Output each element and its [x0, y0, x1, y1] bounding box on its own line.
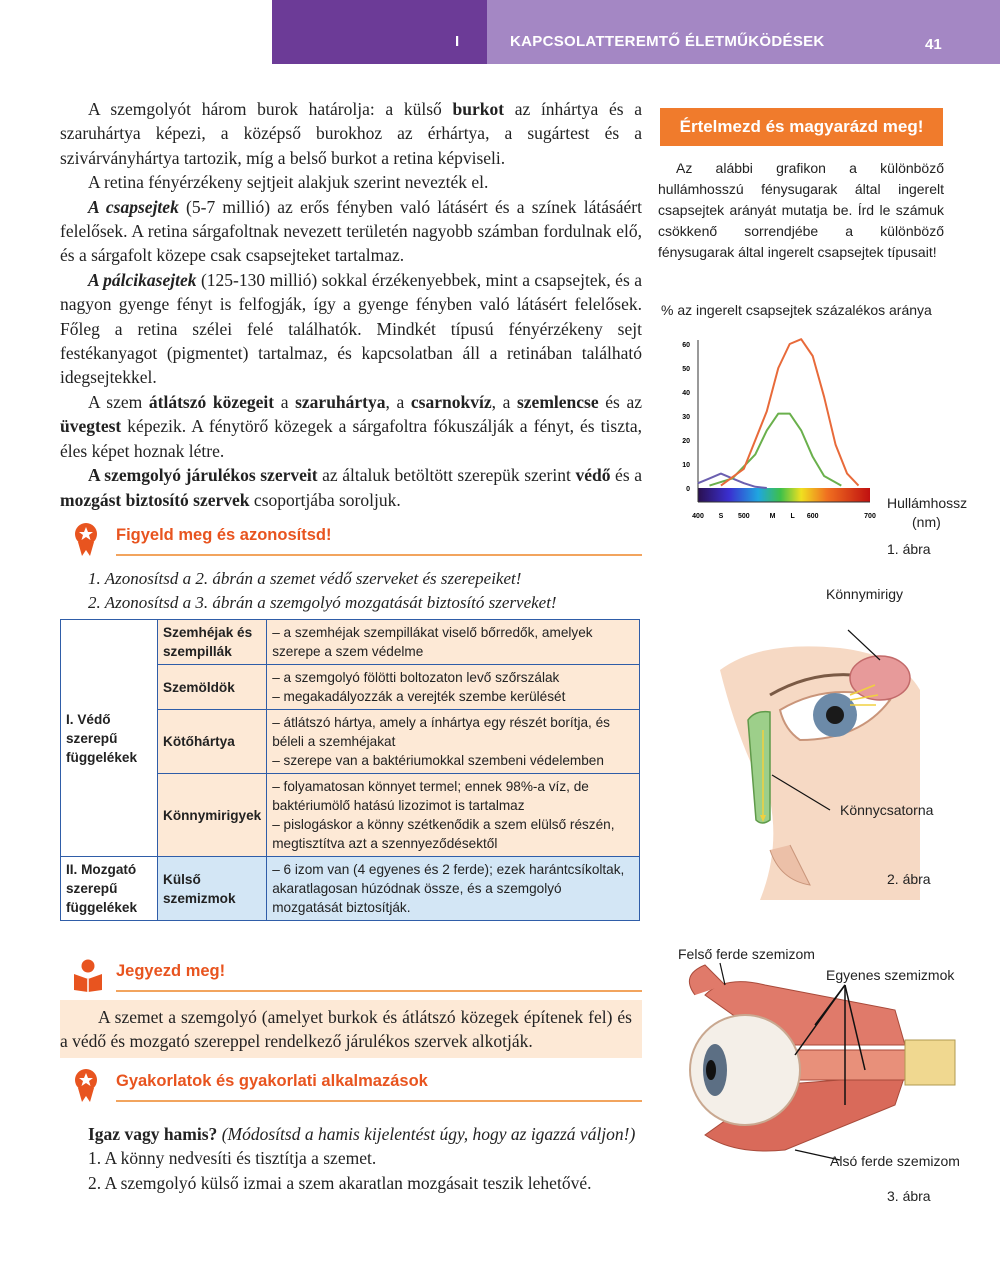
practice-item: 1. A könny nedvesíti és tisztítja a szemet.	[88, 1148, 377, 1169]
practice-exercise	[88, 1122, 642, 1195]
table-row	[61, 857, 640, 921]
task-item: 1. Azonosítsd a 2. ábrán a szemet védő szerveket és szerepeiket!	[88, 569, 522, 588]
award-ribbon-icon	[72, 522, 100, 556]
practice-title: Gyakorlatok és gyakorlati alkalmazások	[116, 1072, 428, 1090]
paragraph-6: A szemgolyó járulékos szerveit az általuk betöltött szerepük szerint védő és a mozgást biztosító szervek csoportjába soroljuk.	[60, 465, 642, 510]
remember-title: Jegyezd meg!	[116, 962, 226, 980]
chapter-number: I	[455, 33, 460, 50]
accessory-organs-table	[60, 619, 640, 921]
paragraph-1: A szemgolyót három burok határolja: a külső burkot az ínhártya és a szaruhártya képezi, a középső burokhoz az érhártya, a sugártest és a szivárványhártya tartozik, míg a belső burkot a retina képviseli.	[60, 99, 643, 168]
observe-tasks	[88, 567, 648, 615]
y-tick-label: 10	[682, 462, 690, 469]
x-tick-label: S	[718, 513, 724, 520]
figure-3-caption: 3. ábra	[887, 1188, 931, 1204]
reader-icon	[72, 958, 104, 992]
superior-oblique-label: Felső ferde szemizom	[678, 946, 815, 962]
series-line-M	[710, 414, 842, 486]
header-bar-right	[487, 0, 1000, 64]
x-tick-label: 500	[738, 513, 750, 520]
paragraph-5: A szem átlátszó közegeit a szaruhártya, a csarnokvíz, a szemlencse és az üvegtest képezik. A fénytörő közegek a sárgafoltra fókuszálják a fényt, és tiszta, éles képet hoznak létre.	[60, 391, 642, 461]
organ-description: – 6 izom van (4 egyenes és 2 ferde); ezek harántcsíkoltak, akaratlagosan húzódnak össze, és a szemgolyó mozgatását biztosítják.	[267, 857, 640, 921]
y-tick-label: 30	[682, 414, 690, 421]
organ-description: – folyamatosan könnyet termel; ennek 98%-a víz, de baktériumölő hatású lizozimot is tartalmaz – pislogáskor a könny szétkenődik a szem elülső részén, megtisztítva azt a szennyeződésektől	[267, 774, 640, 857]
chart-caption: % az ingerelt csapsejtek százalékos aránya	[661, 302, 932, 318]
organ-name: Könnymirigyek	[158, 774, 267, 857]
paragraph-4: A pálcikasejtek (125-130 millió) sokkal érzékenyebbek, mint a csapsejtek, és a nagyon gyenge fényt is felfogják, így a gyenge fényben való látásért felelősek. Főleg a retina szélei felé találhatók. Mindkét típusú fényérzékeny sejt festékanyagot (pigmentet) tartalmaz, és kapcsolatban áll a retinában található idegsejtekkel.	[60, 269, 642, 388]
lacrimal-duct-label: Könnycsatorna	[840, 802, 934, 818]
page-number: 41	[925, 36, 942, 53]
organ-name: Kötőhártya	[158, 710, 267, 774]
practice-section-header	[60, 1068, 642, 1102]
practice-question: Igaz vagy hamis? (Módosítsd a hamis kijelentést úgy, hogy az igazzá váljon!)	[88, 1124, 636, 1144]
organ-description: – átlátszó hártya, amely a ínhártya egy részét borítja, és béleli a szemhéjakat – szerepe van a baktériumokkal szembeni védelemben	[267, 710, 640, 774]
y-tick-label: 50	[682, 366, 690, 373]
x-tick-label: 700	[864, 513, 876, 520]
rectus-muscles-label: Egyenes szemizmok	[826, 967, 955, 983]
paragraph-2: A retina fényérzékeny sejtjeit alakjuk szerint nevezték el.	[88, 172, 489, 193]
paragraph-3: A csapsejtek (5-7 millió) az erős fényben való látásért és a színek látásáért felelősek. A retina sárgafoltnak nevezett területén nagyobb számban fordulnak elő, és a sárgafolt közepe csak csapsejteket tartalmaz.	[60, 196, 642, 266]
chapter-title: KAPCSOLATTEREMTŐ ÉLETMŰKÖDÉSEK	[510, 33, 825, 50]
x-tick-label: 400	[692, 513, 704, 520]
organ-description: – a szemhéjak szempillákat viselő bőrredők, amelyek szerepe a szem védelme	[267, 620, 640, 665]
organ-name: Külső szemizmok	[158, 857, 267, 921]
task-item: 2. Azonosítsd a 3. ábrán a szemgolyó mozgatását biztosító szerveket!	[88, 593, 557, 612]
x-tick-label: M	[769, 513, 776, 520]
eye-muscles-illustration	[665, 955, 965, 1185]
award-ribbon-icon	[72, 1068, 100, 1102]
y-tick-label: 0	[686, 486, 690, 493]
lacrimal-gland-label: Könnymirigy	[826, 586, 904, 602]
lacrimal-apparatus-illustration	[700, 600, 930, 900]
y-tick-label: 60	[682, 342, 690, 349]
organ-name: Szemhéjak és szempillák	[158, 620, 267, 665]
observe-title: Figyeld meg és azonosítsd!	[116, 526, 332, 544]
interpret-banner: Értelmezd és magyarázd meg!	[660, 108, 943, 146]
spectrum-bar	[698, 488, 870, 502]
y-tick-label: 40	[682, 390, 690, 397]
chart-xunit: (nm)	[912, 514, 941, 530]
x-tick-label: L	[790, 513, 795, 520]
practice-item: 2. A szemgolyó külső izmai a szem akaratlan mozgásait teszik lehetővé.	[88, 1172, 592, 1193]
interpret-text: Az alábbi grafikon a különböző hullámhosszú fénysugarak által ingerelt csapsejtek arányát mutatja be. Írd le számuk csökkenő sorrendjébe a különböző fénysugarak által ingerelt csapsejtek típusait!	[658, 160, 944, 260]
y-tick-label: 20	[682, 438, 690, 445]
remember-section-header	[60, 958, 642, 992]
x-tick-label: 600	[806, 513, 819, 520]
chart-xlabel: Hullámhossz	[887, 495, 968, 511]
figure-2-caption: 2. ábra	[887, 871, 931, 887]
main-text	[60, 97, 642, 512]
remember-text: A szemet a szemgolyó (amelyet burkok és átlátszó közegek építenek fel) és a védő és mozgató szereppel rendelkező járulékos szervek alkotják.	[60, 1007, 632, 1052]
practice-divider	[116, 1100, 642, 1102]
header-bar-left	[272, 0, 487, 64]
group-protective: I. Védő szerepű függelékek	[61, 620, 158, 857]
cone-sensitivity-chart	[678, 330, 878, 525]
organ-name: Szemöldök	[158, 665, 267, 710]
inferior-oblique-label: Alsó ferde szemizom	[830, 1153, 960, 1169]
table-row	[61, 620, 640, 665]
figure-1-caption: 1. ábra	[887, 541, 931, 557]
organ-description: – a szemgolyó fölötti boltozaton levő szőrszálak – megakadályozzák a verejték szembe kerülését	[267, 665, 640, 710]
series-line-L	[721, 339, 859, 485]
group-motor: II. Mozgató szerepű függelékek	[61, 857, 158, 921]
series-line-S	[698, 474, 767, 488]
remember-divider	[116, 990, 642, 992]
observe-section-header	[60, 522, 642, 556]
observe-divider	[116, 554, 642, 556]
